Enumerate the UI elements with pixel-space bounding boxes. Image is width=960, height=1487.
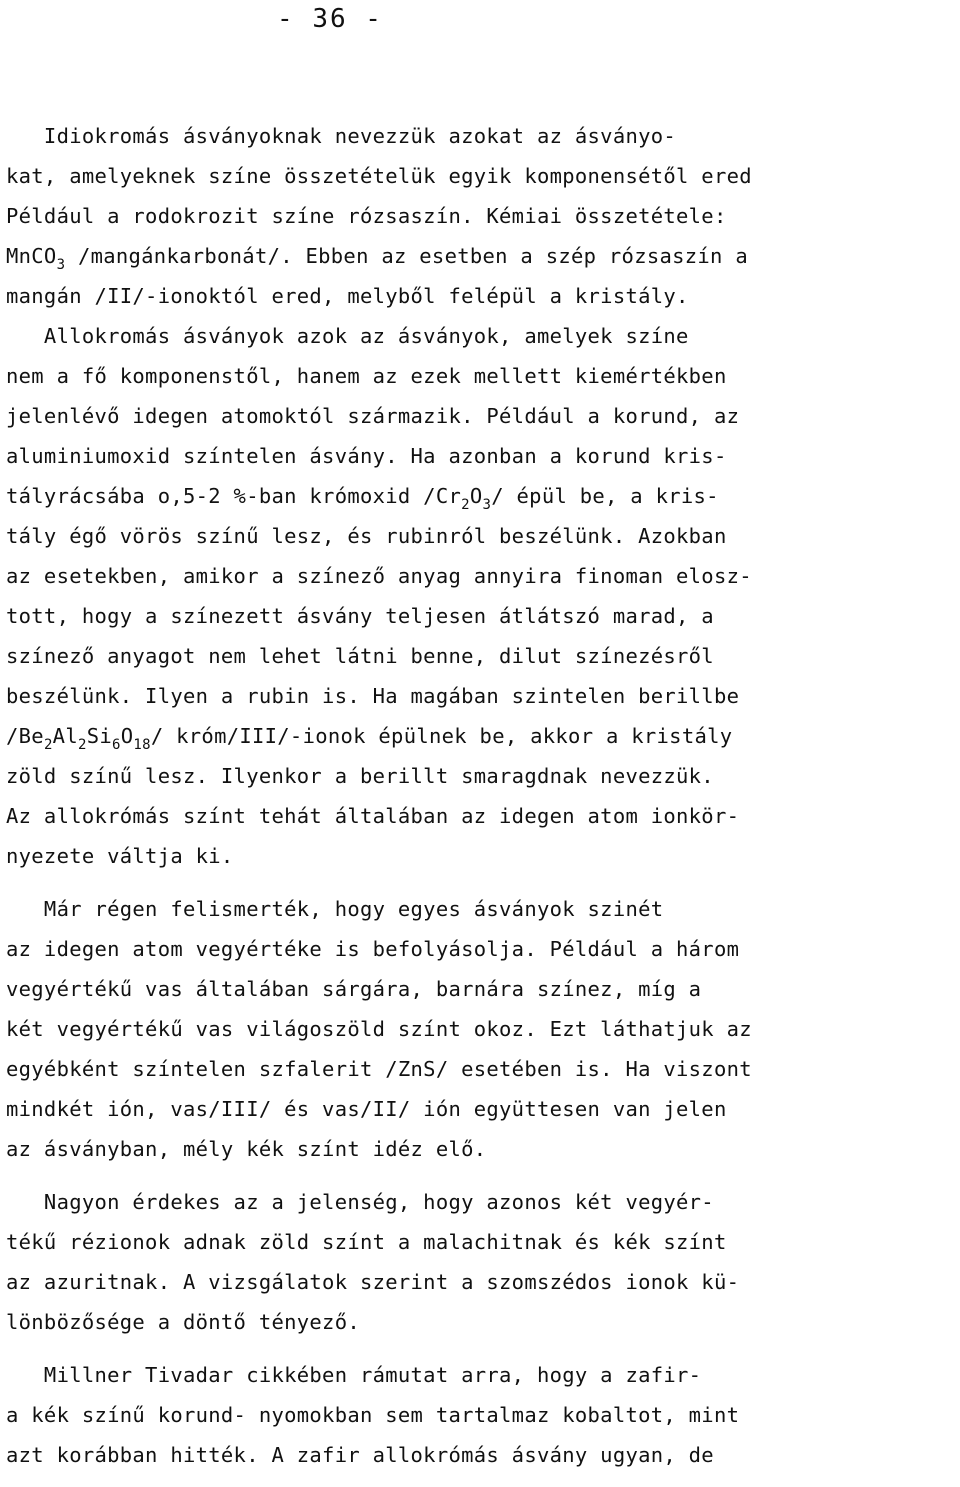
paragraph-gap [6, 1169, 956, 1182]
page-number: - 36 - [277, 4, 383, 34]
subscript: 3 [482, 497, 492, 513]
text-line: Például a rodokrozit színe rózsaszín. Kémiai összetétele: [6, 204, 727, 228]
text-line: aluminiumoxid színtelen ásvány. Ha azonban a korund kris- [6, 444, 727, 468]
text-line: mindkét ión, vas/III/ és vas/II/ ión együttesen van jelen [6, 1097, 727, 1121]
text-line: beszélünk. Ilyen a rubin is. Ha magában szintelen berillbe [6, 684, 740, 708]
text-line: jelenlévő idegen atomoktól származik. Például a korund, az [6, 404, 740, 428]
text-line: Az allokrómás színt tehát általában az idegen atom ionkör- [6, 804, 740, 828]
text-line: a kék színű korund- nyomokban sem tartalmaz kobaltot, mint [6, 1403, 740, 1427]
paragraph-gap [6, 1342, 956, 1355]
text-line: az idegen atom vegyértéke is befolyásolja. Például a három [6, 937, 740, 961]
text-line: Millner Tivadar cikkében rámutat arra, hogy a zafir- [6, 1363, 702, 1387]
text-line: két vegyértékű vas világoszöld színt okoz. Ezt láthatjuk az [6, 1017, 752, 1041]
subscript: 2 [77, 737, 87, 753]
text-line: MnCO$_3$ /mangánkarbonát/. Ebben az esetben a szép rózsaszín a [6, 244, 748, 273]
subscript: 2 [461, 497, 470, 513]
text-line: nyezete váltja ki. [6, 844, 234, 868]
text-line: lönbözősége a döntő tényező. [6, 1310, 360, 1334]
subscript: 18 [133, 737, 151, 753]
text-line: vegyértékű vas általában sárgára, barnára színez, míg a [6, 977, 702, 1001]
text-line: Idiokromás ásványoknak nevezzük azokat az ásványo- [6, 124, 677, 148]
text-line: tályrácsába o,5-2 %-ban krómoxid $/Cr_2O_3/$ épül be, a kris- [6, 484, 719, 513]
text-line: nem a fő komponenstől, hanem az ezek mellett kiemértékben [6, 364, 727, 388]
subscript: 2 [43, 737, 53, 753]
text-line: tott, hogy a színezett ásvány teljesen átlátszó marad, a [6, 604, 714, 628]
body-text [6, 116, 956, 1475]
text-line: Már régen felismerték, hogy egyes ásványok szinét [6, 897, 664, 921]
subscript: 6 [112, 737, 121, 753]
text-line: kat, amelyeknek színe összetételük egyik komponensétől ered [6, 164, 752, 188]
text-line: színező anyagot nem lehet látni benne, dilut színezésről [6, 644, 714, 668]
text-line: zöld színű lesz. Ilyenkor a berillt smaragdnak nevezzük. [6, 764, 714, 788]
text-line: azt korábban hitték. A zafir allokrómás ásvány ugyan, de [6, 1443, 714, 1467]
text-line: tékű rézionok adnak zöld színt a malachitnak és kék színt [6, 1230, 727, 1254]
text-line: az ásványban, mély kék színt idéz elő. [6, 1137, 487, 1161]
text-line: az azuritnak. A vizsgálatok szerint a szomszédos ionok kü- [6, 1270, 740, 1294]
text-line: Nagyon érdekes az a jelenség, hogy azonos két vegyér- [6, 1190, 714, 1214]
paragraph-gap [6, 876, 956, 889]
text-line: egyébként színtelen szfalerit /ZnS/ esetében is. Ha viszont [6, 1057, 752, 1081]
text-line: $/Be_2Al_2Si_6O_{18}/$ króm/III/-ionok épülnek be, akkor a kristály [6, 724, 733, 753]
subscript: 3 [56, 257, 66, 273]
text-line: tály égő vörös színű lesz, és rubinról beszélünk. Azokban [6, 524, 727, 548]
text-line: az esetekben, amikor a színező anyag annyira finoman elosz- [6, 564, 752, 588]
text-line: mangán /II/-ionoktól ered, melyből felépül a kristály. [6, 284, 689, 308]
text-line: Allokromás ásványok azok az ásványok, amelyek színe [6, 324, 689, 348]
